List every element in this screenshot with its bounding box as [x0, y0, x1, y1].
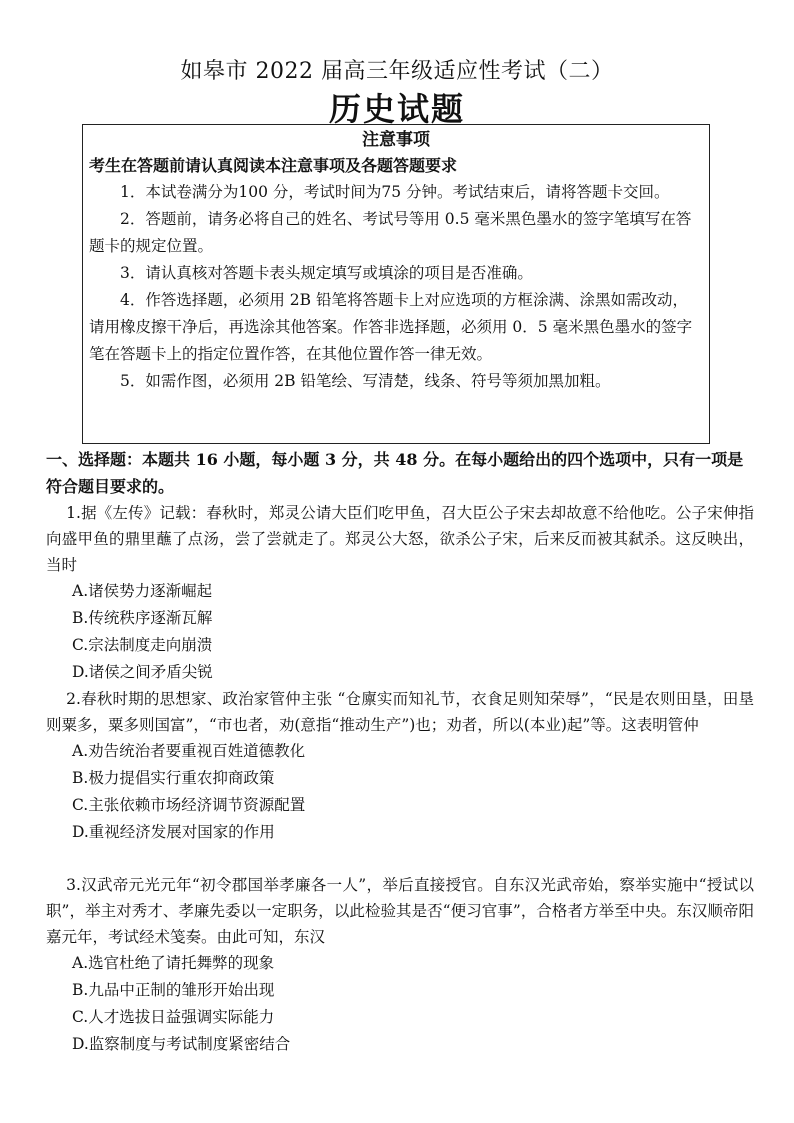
- option-a: A.诸侯势力逐渐崛起: [72, 582, 213, 600]
- notice-item-5: 5．如需作图，必须用 2B 铅笔绘、写清楚，线条、符号等须加黑加粗。: [120, 372, 611, 390]
- option-b: B.极力提倡实行重农抑商政策: [72, 769, 275, 787]
- option-a: A.劝告统治者要重视百姓道德教化: [72, 742, 306, 760]
- question-2: [46, 686, 754, 846]
- option-a: A.选官杜绝了请托舞弊的现象: [72, 954, 275, 972]
- option-b: B.传统秩序逐渐瓦解: [72, 609, 213, 627]
- question-1: [46, 500, 754, 686]
- option-c: C.主张依赖市场经济调节资源配置: [72, 796, 306, 814]
- question-3: [46, 872, 754, 1058]
- option-d: D.重视经济发展对国家的作用: [72, 823, 275, 841]
- notice-item-4: 4．作答选择题，必须用 2B 铅笔将答题卡上对应选项的方框涂满、涂黑如需改动，请用橡皮擦干净后，再选涂其他答案。作答非选择题，必须用 0．5 毫米黑色墨水的签字笔在答题卡上的指定位置作答，在其他位置作答一律无效。: [89, 291, 693, 363]
- notice-title: 注意事项: [362, 130, 430, 150]
- option-d: D.诸侯之间矛盾尖锐: [72, 663, 213, 681]
- option-d: D.监察制度与考试制度紧密结合: [72, 1035, 291, 1053]
- exam-title: 如皋市 2022 届高三年级适应性考试（二）: [180, 59, 614, 84]
- notice-heading: 考生在答题前请认真阅读本注意事项及各题答题要求: [89, 156, 458, 175]
- notice-item-2: 2．答题前，请务必将自己的姓名、考试号等用 0.5 毫米黑色墨水的签字笔填写在答题卡的规定位置。: [89, 210, 692, 255]
- question-stem: 2.春秋时期的思想家、政治家管仲主张 “仓廪实而知礼节，衣食足则知荣辱”，“民是农则田垦，田垦则粟多，粟多则国富”，“市也者，劝(意指“推动生产”)也；劝者，所以(本业)起”等。这表明管仲: [46, 690, 754, 734]
- notice-item-1: 1．本试卷满分为100 分，考试时间为75 分钟。考试结束后，请将答题卡交回。: [120, 183, 670, 201]
- subject-title: 历史试题: [328, 90, 465, 128]
- notice-box: [82, 124, 710, 444]
- question-stem: 3.汉武帝元光元年“初令郡国举孝廉各一人”，举后直接授官。自东汉光武帝始，察举实施中“授试以职”，举主对秀才、孝廉先委以一定职务，以此检验其是否“便习官事”，合格者方举至中央。东汉顺帝阳嘉元年，考试经术笺奏。由此可知，东汉: [46, 876, 754, 946]
- option-c: C.宗法制度走向崩溃: [72, 636, 213, 654]
- notice-item-3: 3．请认真核对答题卡表头规定填写或填涂的项目是否准确。: [120, 264, 533, 282]
- question-stem: 1.据《左传》记载：春秋时，郑灵公请大臣们吃甲鱼，召大臣公子宋去却故意不给他吃。公子宋伸指向盛甲鱼的鼎里蘸了点汤，尝了尝就走了。郑灵公大怒，欲杀公子宋，后来反而被其弑杀。这反映出，当时: [46, 504, 754, 574]
- option-b: B.九品中正制的雏形开始出现: [72, 981, 275, 999]
- section-heading: 一、选择题：本题共 16 小题，每小题 3 分，共 48 分。在每小题给出的四个选项中，只有一项是符合题目要求的。: [46, 450, 744, 496]
- option-c: C.人才选拔日益强调实际能力: [72, 1008, 275, 1026]
